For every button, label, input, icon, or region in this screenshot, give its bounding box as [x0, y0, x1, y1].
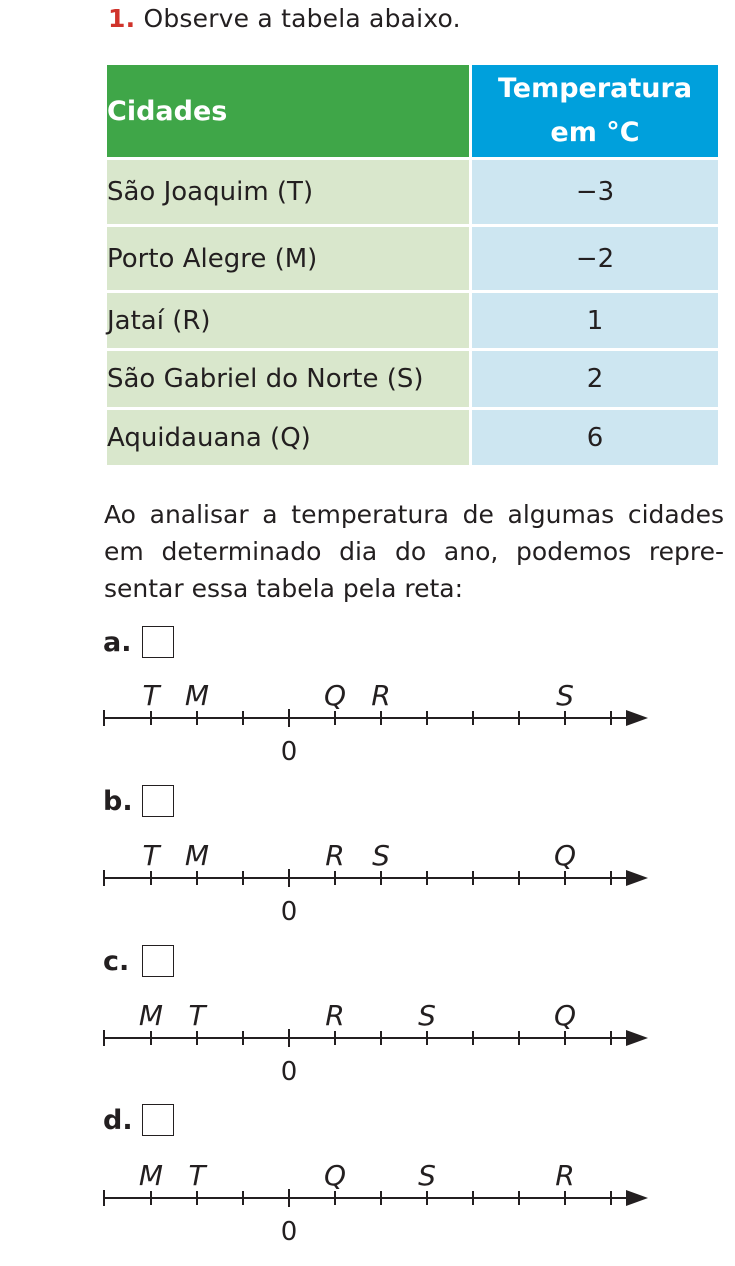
- option-c-checkbox[interactable]: [142, 945, 174, 977]
- city-cell: São Joaquim (T): [106, 159, 471, 226]
- city-cell: São Gabriel do Norte (S): [106, 350, 471, 409]
- temp-cell: 1: [471, 292, 720, 350]
- point-label-q: Q: [553, 839, 577, 872]
- option-a-checkbox[interactable]: [142, 626, 174, 658]
- number-line-c: [0, 986, 735, 1106]
- point-label-s: S: [418, 1159, 436, 1192]
- number-line-d: [0, 1146, 735, 1266]
- temp-cell: 2: [471, 350, 720, 409]
- table-row: [106, 292, 720, 350]
- point-label-t: T: [142, 839, 160, 872]
- option-a-label: a.: [103, 627, 132, 658]
- table-header-row: [106, 64, 720, 159]
- option-d-label: d.: [103, 1105, 133, 1136]
- city-cell: Jataí (R): [106, 292, 471, 350]
- point-label-q: Q: [323, 679, 347, 712]
- question-heading: [108, 4, 461, 33]
- point-label-t: T: [188, 999, 206, 1032]
- point-label-s: S: [418, 999, 436, 1032]
- number-line-b: [0, 826, 735, 946]
- arrow-head-icon: [626, 870, 648, 886]
- option-d-checkbox[interactable]: [142, 1104, 174, 1136]
- zero-label: 0: [280, 897, 298, 927]
- header-cities: Cidades: [106, 64, 471, 159]
- question-number: 1.: [108, 4, 136, 33]
- arrow-head-icon: [626, 1190, 648, 1206]
- point-label-r: R: [371, 679, 391, 712]
- point-label-s: S: [372, 839, 390, 872]
- arrow-head-icon: [626, 710, 648, 726]
- point-label-s: S: [556, 679, 574, 712]
- temp-cell: 6: [471, 409, 720, 467]
- point-label-m: M: [184, 839, 210, 872]
- zero-label: 0: [280, 1217, 298, 1247]
- point-label-m: M: [138, 999, 164, 1032]
- header-temp-line1: Temperatura: [497, 73, 693, 104]
- table-row: [106, 159, 720, 226]
- point-label-q: Q: [553, 999, 577, 1032]
- header-temp-line2: em °C: [550, 117, 640, 148]
- temperature-table: [104, 62, 721, 468]
- question-text: Observe a tabela abaixo.: [143, 4, 461, 33]
- instruction-paragraph: Ao analisar a temperatura de algumas cidades em determinado dia do ano, podemos repre-sentar essa tabela pela reta:: [104, 500, 724, 603]
- temp-cell: −2: [471, 226, 720, 292]
- table-row: [106, 350, 720, 409]
- header-temperature: [471, 64, 720, 159]
- point-label-t: T: [142, 679, 160, 712]
- point-label-q: Q: [323, 1159, 347, 1192]
- table-row: [106, 226, 720, 292]
- point-label-t: T: [188, 1159, 206, 1192]
- table-row: [106, 409, 720, 467]
- temp-cell: −3: [471, 159, 720, 226]
- option-c-label: c.: [103, 946, 130, 977]
- arrow-head-icon: [626, 1030, 648, 1046]
- zero-label: 0: [280, 737, 298, 767]
- city-cell: Aquidauana (Q): [106, 409, 471, 467]
- option-b-label: b.: [103, 786, 133, 817]
- zero-label: 0: [280, 1057, 298, 1087]
- point-label-r: R: [325, 839, 345, 872]
- number-line-a: [0, 666, 735, 786]
- point-label-r: R: [555, 1159, 575, 1192]
- point-label-m: M: [184, 679, 210, 712]
- city-cell: Porto Alegre (M): [106, 226, 471, 292]
- point-label-m: M: [138, 1159, 164, 1192]
- point-label-r: R: [325, 999, 345, 1032]
- option-b-checkbox[interactable]: [142, 785, 174, 817]
